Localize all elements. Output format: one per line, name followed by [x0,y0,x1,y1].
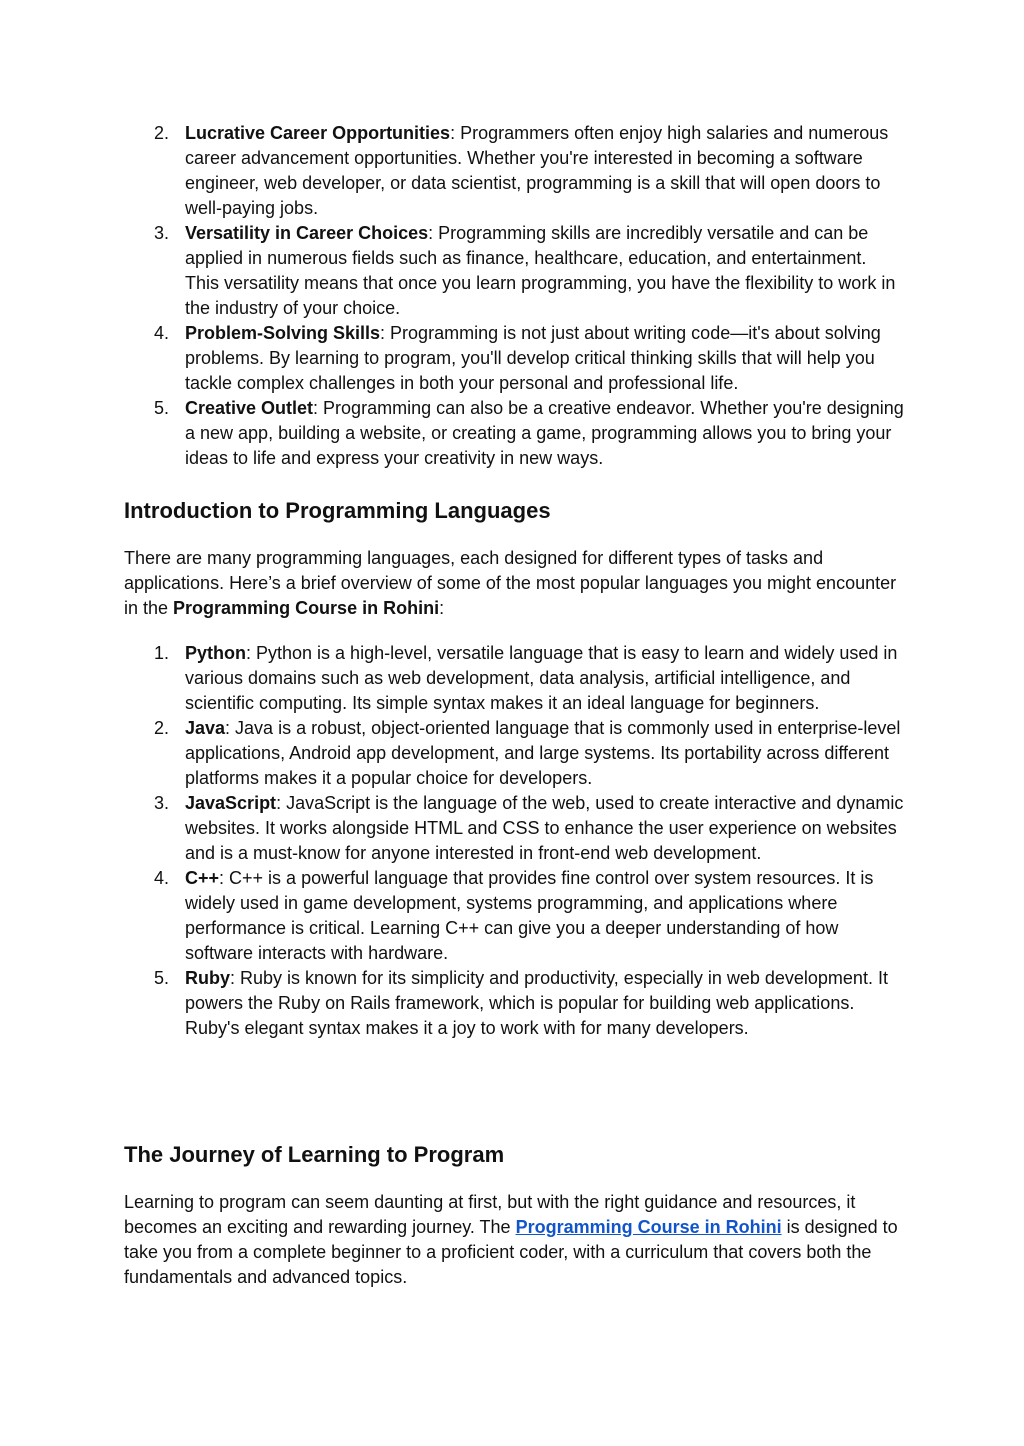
list-item-term: JavaScript [185,793,277,813]
course-link[interactable]: Programming Course in Rohini [515,1217,782,1237]
list-item-term: C++ [185,868,220,888]
languages-list [124,641,904,1041]
intro-text: There are many programming languages, each designed for different types of tasks and applications. Here’s a brief overview of some of the most popular languages you might encounter in the [124,548,897,618]
list-item-term: Creative Outlet [185,398,314,418]
intro-text-end: : [439,598,445,618]
list-number: 3. [154,793,170,813]
benefits-list [124,121,904,471]
journey-text: Learning to program can seem daunting at first, but with the right guidance and resources, it becomes an exciting and rewarding journey. The [124,1192,856,1237]
journey-text-end: is designed to take you from a complete beginner to a proficient coder, with a curriculum that covers both the fundamentals and advanced topics. [124,1217,898,1287]
list-number: 1. [154,643,170,663]
list-item-text: : Programming skills are incredibly versatile and can be applied in numerous fields such as finance, healthcare, education, and entertainment. This versatility means that once you learn programming, you have the flexibility to work in the industry of your choice. [185,223,896,318]
section-heading-journey: The Journey of Learning to Program [124,1142,505,1167]
list-item-text: : C++ is a powerful language that provides fine control over system resources. It is widely used in game development, systems programming, and applications where performance is critical. Learning C++ can give you a deeper understanding of how software interacts with hardware. [185,868,874,963]
list-item-term: Python [185,643,246,663]
list-number: 2. [154,718,170,738]
list-item-text: : Java is a robust, object-oriented language that is commonly used in enterprise-level applications, Android app development, and large systems. Its portability across different platforms makes it a popular choice for developers. [185,718,901,788]
list-item [124,321,904,396]
list-item-text: : Programming can also be a creative endeavor. Whether you're designing a new app, building a website, or creating a game, programming allows you to bring your ideas to life and express your creativity in new ways. [185,398,904,468]
intro-bold-course-name: Programming Course in Rohini [173,598,440,618]
languages-intro-paragraph [124,546,904,621]
list-item [124,221,904,321]
list-number: 5. [154,398,170,418]
list-item-term: Lucrative Career Opportunities [185,123,451,143]
list-number: 4. [154,323,170,343]
section-heading-languages: Introduction to Programming Languages [124,498,551,523]
list-item-text: : Programming is not just about writing code—it's about solving problems. By learning to program, you'll develop critical thinking skills that will help you tackle complex challenges in both your personal and professional life. [185,323,881,393]
list-number: 2. [154,123,170,143]
list-item-text: : Python is a high-level, versatile language that is easy to learn and widely used in various domains such as web development, data analysis, artificial intelligence, and scientific computing. Its simple syntax makes it an ideal language for beginners. [185,643,898,713]
list-item-term: Versatility in Career Choices [185,223,429,243]
list-item-text: : Programmers often enjoy high salaries and numerous career advancement opportunities. Whether you're interested in becoming a software engineer, web developer, or data scientist, programming is a skill that will open doors to well-paying jobs. [185,123,889,218]
list-item [124,121,904,221]
list-item-term: Java [185,718,226,738]
list-item [124,641,904,716]
list-item [124,396,904,471]
list-number: 5. [154,968,170,988]
journey-paragraph [124,1190,904,1290]
list-item [124,791,904,866]
list-item-text: : JavaScript is the language of the web, used to create interactive and dynamic websites. It works alongside HTML and CSS to enhance the user experience on websites and is a must-know for anyone interested in front-end web development. [185,793,904,863]
list-item [124,966,904,1041]
list-item-term: Ruby [185,968,230,988]
list-item [124,716,904,791]
list-item [124,866,904,966]
list-item-term: Problem-Solving Skills [185,323,381,343]
list-item-text: : Ruby is known for its simplicity and productivity, especially in web development. It powers the Ruby on Rails framework, which is popular for building web applications. Ruby's elegant syntax makes it a joy to work with for many developers. [185,968,888,1038]
list-number: 4. [154,868,170,888]
list-number: 3. [154,223,170,243]
